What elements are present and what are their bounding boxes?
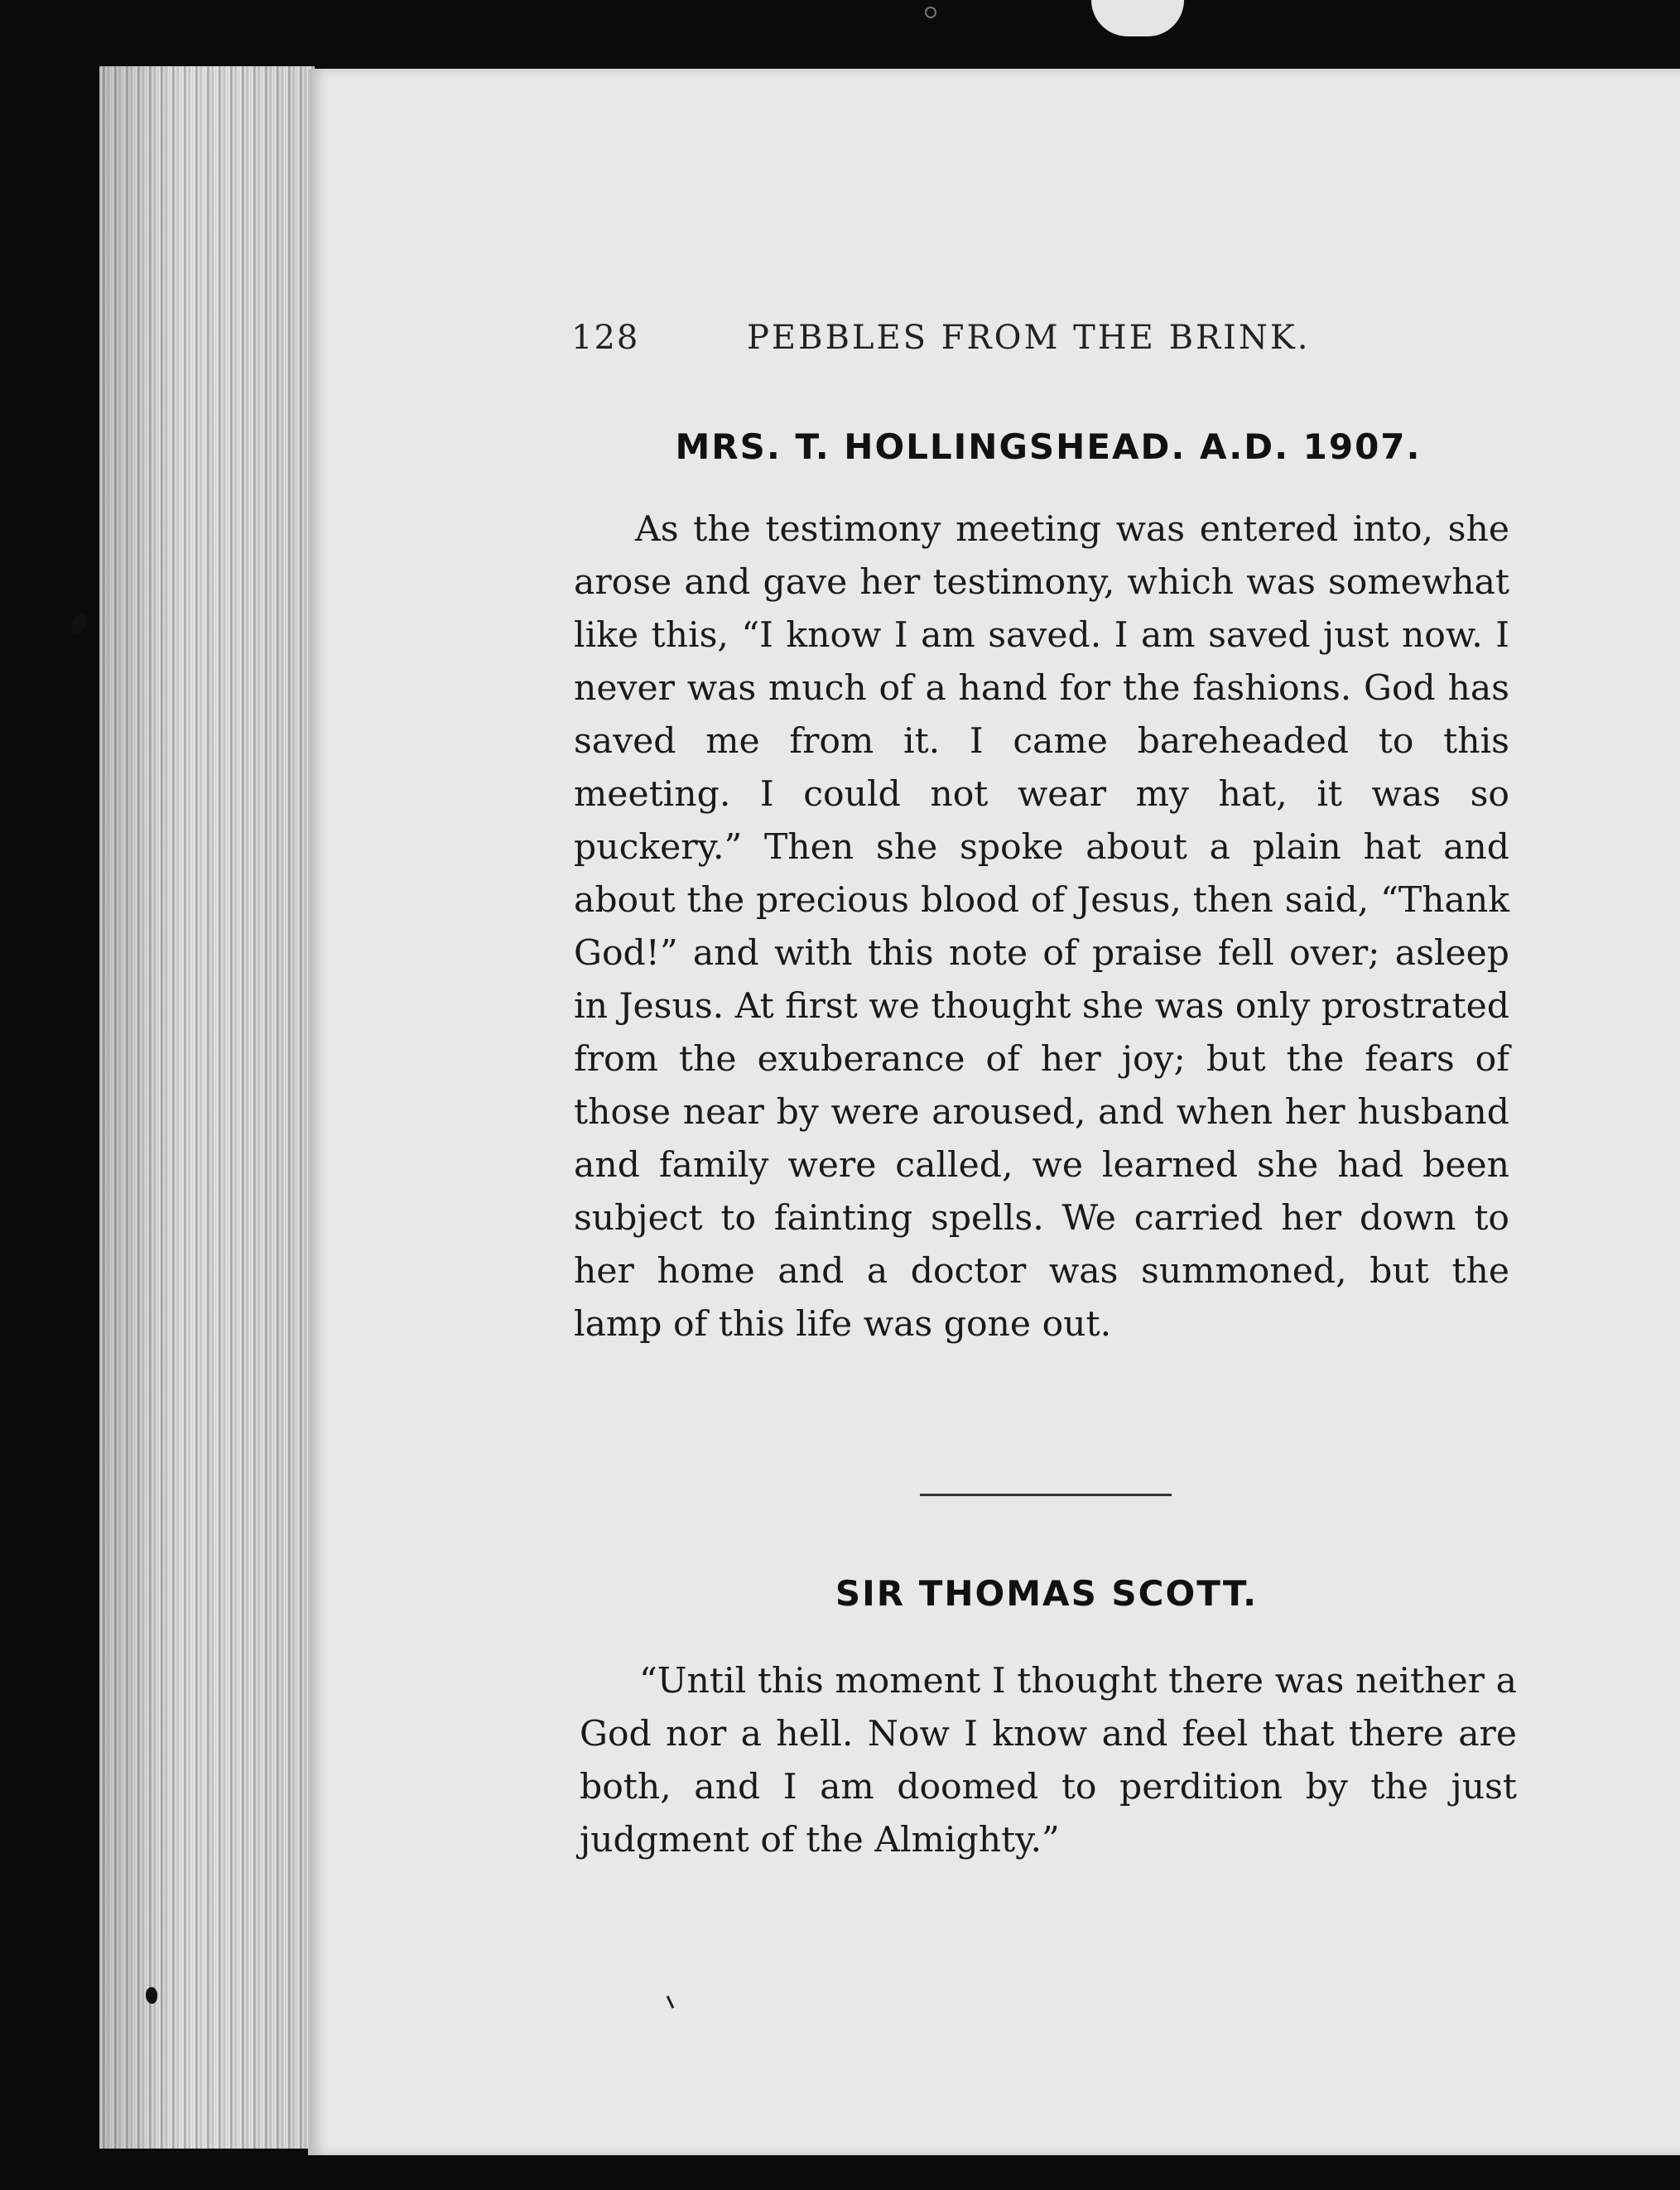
section-body-scott: “Until this moment I thought there was neither a God nor a hell. Now I know and feel that there are both, and I am doomed to perdition by the just judgment of the Almighty.” bbox=[580, 1661, 1517, 1860]
section-divider bbox=[920, 1494, 1172, 1496]
running-title: PEBBLES FROM THE BRINK. bbox=[747, 319, 1311, 357]
section-title-hollingshead: MRS. T. HOLLINGSHEAD. A.D. 1907. bbox=[675, 426, 1422, 467]
page-number: 128 bbox=[571, 319, 640, 357]
scan-blot bbox=[1091, 0, 1184, 36]
stack-ink-mark bbox=[146, 1987, 157, 2004]
scan-dot bbox=[925, 7, 936, 18]
page-edge-stack bbox=[99, 66, 315, 2149]
section-body-hollingshead: As the testimony meeting was entered into, she arose and gave her testimony, which was somewhat like this, “I know I am saved. I am saved just now. I never was much of a hand for the fashions. God has saved me from it. I came bareheaded to this meeting. I could not wear my hat, it was so puckery.” Then she spoke about a plain hat and about the precious blood of Jesus, then said, “Thank God!” and with this note of praise fell over; asleep in Jesus. At first we thought she was only prostrated from the exuberance of her joy; but the fears of those near by were aroused, and when her husband and family were called, we learned she had been subject to fainting spells. We carried her down to her home and a doctor was summoned, but the lamp of this life was gone out. bbox=[574, 509, 1509, 1345]
stack-ink-mark bbox=[69, 611, 91, 637]
running-header bbox=[571, 319, 1345, 368]
section-title-scott: SIR THOMAS SCOTT. bbox=[835, 1573, 1259, 1614]
